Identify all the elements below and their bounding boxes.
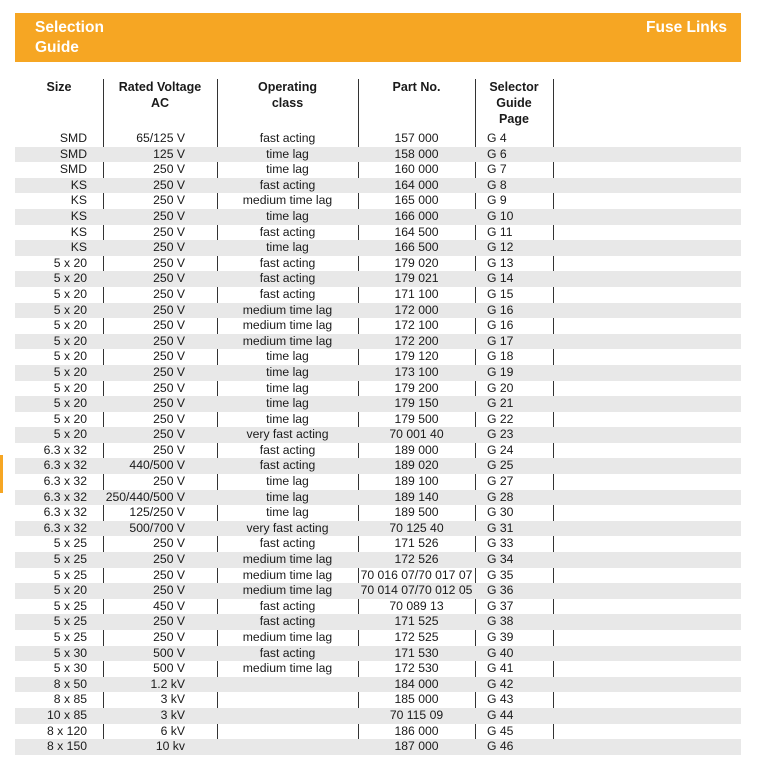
- cell-class: medium time lag: [217, 303, 358, 319]
- cell-blank: [553, 614, 741, 630]
- cell-part: 189 140: [358, 490, 475, 506]
- cell-page: G 15: [487, 286, 514, 301]
- cell-class: fast acting: [259, 131, 316, 145]
- cell-class: fast acting: [259, 286, 316, 301]
- cell-size: SMD: [59, 162, 87, 177]
- cell-blank: [553, 318, 741, 334]
- cell-page: G 4: [487, 131, 507, 145]
- cell-size: 5 x 20: [15, 396, 103, 412]
- table-row: [15, 739, 741, 755]
- cell-page: G 16: [487, 318, 514, 333]
- cell-part: 179 500: [394, 411, 439, 426]
- cell-page: G 35: [487, 567, 514, 582]
- cell-voltage: 250 V: [153, 442, 185, 457]
- cell-voltage: 250 V: [103, 583, 217, 599]
- table-row: [15, 271, 741, 287]
- cell-page: G 40: [475, 646, 553, 662]
- cell-voltage: 250 V: [153, 286, 185, 301]
- cell-voltage: 250/440/500 V: [103, 490, 217, 506]
- cell-size: 5 x 20: [15, 303, 103, 319]
- cell-size: 5 x 20: [15, 365, 103, 381]
- cell-size: 6.3 x 32: [43, 505, 87, 520]
- cell-voltage: 250 V: [153, 162, 185, 177]
- cell-voltage: 6 kV: [160, 723, 185, 738]
- cell-size: 5 x 20: [15, 271, 103, 287]
- cell-voltage: 250 V: [153, 474, 185, 489]
- cell-class: [217, 692, 358, 708]
- cell-page: G 10: [475, 209, 553, 225]
- cell-blank: [553, 458, 741, 474]
- cell-class: medium time lag: [217, 552, 358, 568]
- cell-voltage: 125/250 V: [129, 505, 185, 520]
- table-row: [15, 427, 741, 443]
- cell-part: 189 100: [394, 474, 439, 489]
- cell-blank: [553, 303, 741, 319]
- cell-part: 171 100: [394, 286, 439, 301]
- cell-voltage: 250 V: [103, 178, 217, 194]
- cell-part: 158 000: [358, 147, 475, 163]
- cell-size: KS: [70, 193, 87, 208]
- cell-page: G 24: [487, 442, 514, 457]
- cell-voltage: 500 V: [153, 661, 185, 676]
- cell-part: 166 000: [358, 209, 475, 225]
- cell-page: G 18: [487, 349, 514, 364]
- header-class: Operating class: [257, 80, 318, 110]
- cell-voltage: 250 V: [153, 193, 185, 208]
- cell-blank: [553, 583, 741, 599]
- cell-blank: [553, 240, 741, 256]
- cell-blank: [553, 630, 741, 646]
- cell-class: time lag: [266, 162, 309, 177]
- cell-part: 179 120: [394, 349, 439, 364]
- table-row: [15, 381, 741, 397]
- table-row: [15, 708, 741, 724]
- cell-page: G 23: [475, 427, 553, 443]
- cell-blank: [553, 536, 741, 552]
- cell-voltage: 250 V: [153, 630, 185, 644]
- cell-blank: [553, 131, 741, 147]
- cell-page: G 28: [475, 490, 553, 506]
- table-row: [15, 318, 741, 334]
- cell-part: 172 000: [358, 303, 475, 319]
- cell-blank: [553, 427, 741, 443]
- cell-size: 6.3 x 32: [43, 474, 87, 489]
- cell-blank: [553, 505, 741, 521]
- cell-voltage: 440/500 V: [103, 458, 217, 474]
- cell-class: medium time lag: [242, 318, 333, 333]
- header-part: Part No.: [392, 80, 441, 94]
- cell-page: G 33: [487, 536, 514, 551]
- cell-class: fast acting: [259, 598, 316, 613]
- cell-voltage: 3 kV: [103, 708, 217, 724]
- cell-size: 6.3 x 32: [15, 521, 103, 537]
- cell-page: G 30: [487, 505, 514, 520]
- table-row: [15, 349, 741, 365]
- cell-blank: [553, 552, 741, 568]
- cell-blank: [553, 349, 741, 365]
- cell-page: G 34: [475, 552, 553, 568]
- cell-page: G 20: [487, 380, 514, 395]
- cell-page: G 7: [487, 162, 507, 177]
- cell-blank: [553, 381, 741, 397]
- cell-part: 187 000: [358, 739, 475, 755]
- cell-size: KS: [15, 178, 103, 194]
- cell-page: G 9: [487, 193, 507, 208]
- table-row: [15, 474, 741, 490]
- cell-blank: [553, 162, 741, 178]
- cell-blank: [553, 334, 741, 350]
- cell-blank: [553, 193, 741, 209]
- cell-size: 8 x 85: [53, 692, 87, 707]
- cell-class: [217, 708, 358, 724]
- cell-size: 5 x 20: [53, 286, 87, 301]
- cell-class: fast acting: [217, 614, 358, 630]
- cell-voltage: 250 V: [153, 318, 185, 333]
- cell-page: G 19: [475, 365, 553, 381]
- cell-part: 172 526: [358, 552, 475, 568]
- page-title: [35, 18, 104, 58]
- cell-part: 70 016 07/70 017 07: [360, 567, 473, 582]
- cell-class: time lag: [217, 147, 358, 163]
- cell-blank: [553, 724, 741, 740]
- cell-part: 157 000: [394, 131, 439, 145]
- table-row: [15, 614, 741, 630]
- cell-size: 5 x 20: [15, 427, 103, 443]
- table-row: [15, 677, 741, 693]
- cell-voltage: 250 V: [153, 380, 185, 395]
- cell-class: fast acting: [259, 224, 316, 239]
- cell-blank: [553, 708, 741, 724]
- cell-blank: [553, 412, 741, 428]
- cell-voltage: 250 V: [153, 411, 185, 426]
- selection-table: [15, 79, 741, 755]
- table-row: [15, 724, 741, 740]
- cell-blank: [553, 490, 741, 506]
- cell-voltage: 250 V: [103, 240, 217, 256]
- cell-class: [217, 677, 358, 693]
- cell-voltage: 3 kV: [160, 692, 185, 707]
- cell-part: 171 525: [358, 614, 475, 630]
- cell-size: SMD: [59, 131, 87, 145]
- cell-blank: [553, 256, 741, 272]
- cell-blank: [553, 646, 741, 662]
- cell-blank: [553, 443, 741, 459]
- cell-class: time lag: [266, 474, 309, 489]
- cell-class: medium time lag: [217, 583, 358, 599]
- table-row: [15, 646, 741, 662]
- cell-class: time lag: [217, 240, 358, 256]
- cell-class: medium time lag: [242, 661, 333, 676]
- cell-class: time lag: [217, 365, 358, 381]
- cell-blank: [553, 521, 741, 537]
- cell-voltage: 10 kv: [103, 739, 217, 755]
- cell-voltage: 250 V: [153, 224, 185, 239]
- cell-class: fast acting: [217, 271, 358, 287]
- cell-part: 189 020: [358, 458, 475, 474]
- cell-size: 6.3 x 32: [15, 458, 103, 474]
- cell-blank: [553, 271, 741, 287]
- table-row: [15, 521, 741, 537]
- side-accent-mark: [0, 455, 3, 493]
- cell-voltage: 250 V: [103, 614, 217, 630]
- cell-class: medium time lag: [242, 193, 333, 208]
- cell-page: G 6: [475, 147, 553, 163]
- cell-voltage: 250 V: [153, 349, 185, 364]
- cell-page: G 39: [487, 630, 514, 644]
- cell-class: time lag: [217, 209, 358, 225]
- cell-part: 70 115 09: [358, 708, 475, 724]
- title-line-1: Selection: [35, 19, 104, 36]
- cell-class: fast acting: [217, 178, 358, 194]
- cell-page: G 31: [475, 521, 553, 537]
- table-row: [15, 147, 741, 163]
- cell-size: 5 x 30: [15, 646, 103, 662]
- cell-page: G 14: [475, 271, 553, 287]
- cell-page: G 21: [475, 396, 553, 412]
- cell-part: 171 530: [358, 646, 475, 662]
- cell-part: 179 150: [358, 396, 475, 412]
- cell-page: G 8: [475, 178, 553, 194]
- cell-blank: [553, 225, 741, 241]
- cell-part: 179 020: [394, 255, 439, 270]
- cell-part: 165 000: [394, 193, 439, 208]
- cell-class: time lag: [266, 411, 309, 426]
- table-row: [15, 396, 741, 412]
- cell-part: 172 200: [358, 334, 475, 350]
- section-title: Fuse Links: [646, 19, 727, 36]
- cell-part: 173 100: [358, 365, 475, 381]
- cell-class: fast acting: [217, 646, 358, 662]
- cell-size: 5 x 20: [53, 380, 87, 395]
- cell-page: G 38: [475, 614, 553, 630]
- cell-blank: [553, 739, 741, 755]
- header-size: Size: [46, 80, 72, 94]
- header-voltage: Rated Voltage AC: [118, 80, 202, 110]
- cell-part: 172 530: [394, 661, 439, 676]
- cell-voltage: 125 V: [103, 147, 217, 163]
- table-row: [15, 178, 741, 194]
- table-row: [15, 505, 741, 521]
- cell-part: 164 500: [394, 224, 439, 239]
- cell-class: very fast acting: [217, 427, 358, 443]
- table-row: [15, 552, 741, 568]
- cell-class: very fast acting: [217, 521, 358, 537]
- cell-blank: [553, 568, 741, 584]
- cell-size: 5 x 20: [15, 583, 103, 599]
- table-row: [15, 256, 741, 272]
- table-row: [15, 458, 741, 474]
- cell-size: 10 x 85: [15, 708, 103, 724]
- table-row: [15, 193, 741, 209]
- cell-voltage: 250 V: [103, 334, 217, 350]
- cell-class: fast acting: [259, 255, 316, 270]
- cell-blank: [553, 365, 741, 381]
- cell-part: 184 000: [358, 677, 475, 693]
- cell-part: 172 525: [394, 630, 439, 644]
- cell-voltage: 500 V: [103, 646, 217, 662]
- cell-page: G 46: [475, 739, 553, 755]
- cell-size: 5 x 25: [53, 598, 87, 613]
- cell-blank: [553, 599, 741, 615]
- cell-page: G 43: [487, 692, 514, 707]
- table-row: [15, 599, 741, 615]
- cell-size: 5 x 30: [53, 661, 87, 676]
- table-row: [15, 490, 741, 506]
- table-row: [15, 209, 741, 225]
- cell-blank: [553, 209, 741, 225]
- cell-size: 5 x 20: [53, 255, 87, 270]
- cell-size: 6.3 x 32: [15, 490, 103, 506]
- cell-class: time lag: [266, 380, 309, 395]
- cell-part: 185 000: [394, 692, 439, 707]
- cell-class: fast acting: [217, 458, 358, 474]
- cell-part: 70 014 07/70 012 05: [358, 583, 475, 599]
- cell-voltage: 250 V: [103, 271, 217, 287]
- cell-size: KS: [70, 224, 87, 239]
- table-row: [15, 692, 741, 708]
- cell-voltage: 450 V: [153, 598, 185, 613]
- cell-page: G 17: [475, 334, 553, 350]
- cell-part: 179 021: [358, 271, 475, 287]
- cell-blank: [553, 396, 741, 412]
- cell-part: 179 200: [394, 380, 439, 395]
- cell-size: 5 x 20: [53, 349, 87, 364]
- cell-voltage: 250 V: [153, 255, 185, 270]
- cell-page: G 42: [475, 677, 553, 693]
- cell-page: G 27: [487, 474, 514, 489]
- header-page: Selector Guide Page: [489, 80, 539, 126]
- cell-blank: [553, 677, 741, 693]
- cell-voltage: 250 V: [103, 427, 217, 443]
- cell-size: 5 x 20: [53, 411, 87, 426]
- cell-class: time lag: [266, 349, 309, 364]
- table-row: [15, 287, 741, 303]
- table-row: [15, 365, 741, 381]
- cell-part: 166 500: [358, 240, 475, 256]
- cell-voltage: 65/125 V: [136, 131, 185, 145]
- cell-size: 5 x 25: [53, 536, 87, 551]
- cell-part: 70 089 13: [389, 598, 444, 613]
- cell-part: 172 100: [394, 318, 439, 333]
- table-row: [15, 303, 741, 319]
- table-row: [15, 583, 741, 599]
- table-row: [15, 661, 741, 677]
- cell-part: 164 000: [358, 178, 475, 194]
- cell-size: 5 x 25: [53, 567, 87, 582]
- cell-page: G 22: [487, 411, 514, 426]
- cell-size: KS: [15, 209, 103, 225]
- header-banner: [15, 13, 741, 62]
- cell-blank: [553, 178, 741, 194]
- table-row: [15, 225, 741, 241]
- cell-class: time lag: [266, 505, 309, 520]
- cell-size: 8 x 120: [47, 723, 87, 738]
- cell-size: 6.3 x 32: [43, 442, 87, 457]
- cell-size: 8 x 150: [15, 739, 103, 755]
- cell-voltage: 250 V: [103, 365, 217, 381]
- cell-class: time lag: [217, 490, 358, 506]
- cell-voltage: 250 V: [103, 209, 217, 225]
- cell-page: G 41: [487, 661, 514, 676]
- cell-page: G 37: [487, 598, 514, 613]
- cell-part: 171 526: [394, 536, 439, 551]
- cell-blank: [553, 692, 741, 708]
- cell-part: 160 000: [394, 162, 439, 177]
- cell-size: 5 x 20: [53, 318, 87, 333]
- cell-part: 70 125 40: [358, 521, 475, 537]
- table-row: [15, 443, 741, 459]
- table-row: [15, 162, 741, 178]
- cell-class: medium time lag: [242, 567, 333, 582]
- cell-blank: [553, 287, 741, 303]
- cell-size: 5 x 20: [15, 334, 103, 350]
- cell-size: 5 x 25: [53, 630, 87, 644]
- title-line-2: Guide: [35, 39, 79, 56]
- cell-voltage: 250 V: [103, 303, 217, 319]
- cell-part: 189 000: [394, 442, 439, 457]
- cell-size: KS: [15, 240, 103, 256]
- table-row: [15, 240, 741, 256]
- cell-class: fast acting: [259, 536, 316, 551]
- table-row: [15, 412, 741, 428]
- table-row: [15, 568, 741, 584]
- cell-page: G 25: [475, 458, 553, 474]
- cell-size: 5 x 25: [15, 614, 103, 630]
- cell-voltage: 250 V: [153, 536, 185, 551]
- cell-class: medium time lag: [242, 630, 333, 644]
- cell-voltage: 250 V: [153, 567, 185, 582]
- cell-part: 186 000: [394, 723, 439, 738]
- cell-class: [217, 739, 358, 755]
- cell-voltage: 1.2 kV: [103, 677, 217, 693]
- cell-page: G 16: [475, 303, 553, 319]
- cell-voltage: 250 V: [103, 396, 217, 412]
- cell-size: 5 x 25: [15, 552, 103, 568]
- table-row: [15, 536, 741, 552]
- cell-part: 70 001 40: [358, 427, 475, 443]
- cell-size: SMD: [15, 147, 103, 163]
- cell-voltage: 500/700 V: [103, 521, 217, 537]
- cell-class: fast acting: [259, 442, 316, 457]
- table-row: [15, 131, 741, 147]
- cell-voltage: 250 V: [103, 552, 217, 568]
- cell-page: G 45: [487, 723, 514, 738]
- header-blank: [553, 79, 741, 131]
- cell-size: 8 x 50: [15, 677, 103, 693]
- table-row: [15, 334, 741, 350]
- table-row: [15, 630, 741, 646]
- cell-page: G 13: [487, 255, 514, 270]
- table-header-row: [15, 79, 741, 131]
- cell-page: G 12: [475, 240, 553, 256]
- cell-blank: [553, 661, 741, 677]
- cell-blank: [553, 474, 741, 490]
- cell-class: medium time lag: [217, 334, 358, 350]
- cell-class: time lag: [217, 396, 358, 412]
- cell-page: G 36: [475, 583, 553, 599]
- cell-part: 189 500: [394, 505, 439, 520]
- cell-page: G 11: [487, 224, 513, 239]
- cell-page: G 44: [475, 708, 553, 724]
- cell-class: [217, 724, 358, 740]
- cell-blank: [553, 147, 741, 163]
